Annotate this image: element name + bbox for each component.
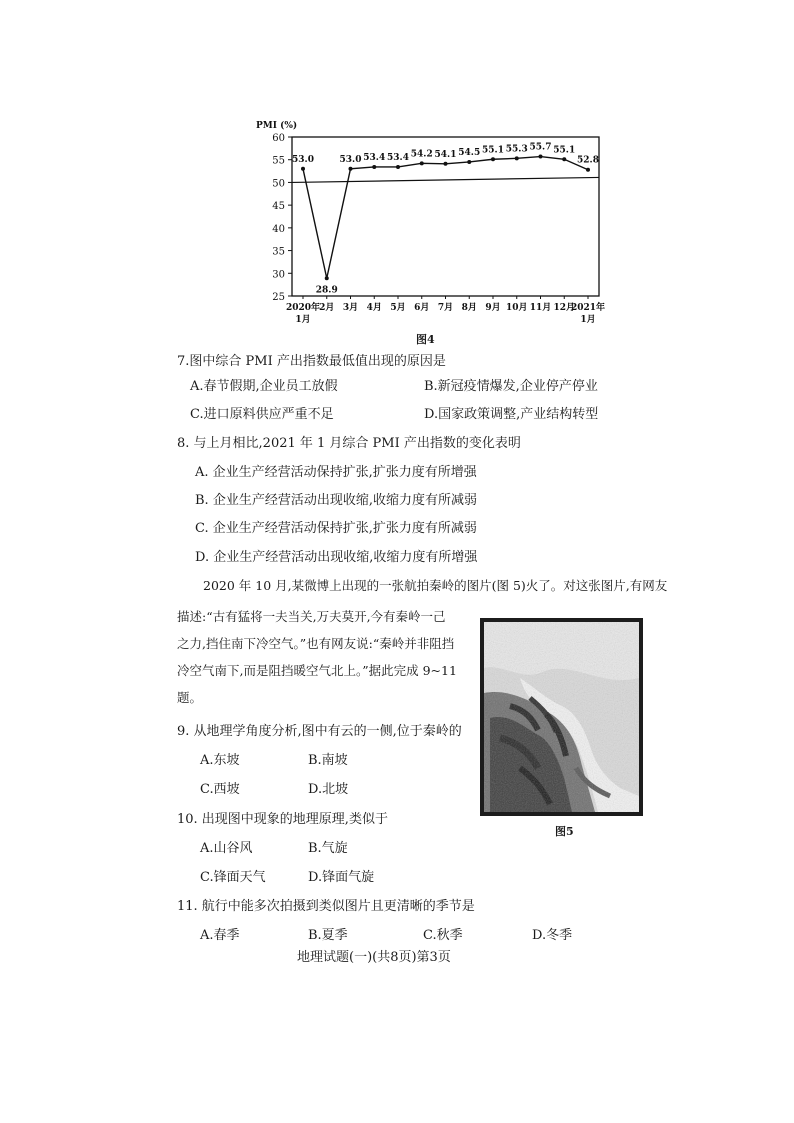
x-tick-label-line2: 1月 — [580, 315, 596, 325]
q8-option-c: C. 企业生产经营活动保持扩张,扩张力度有所减弱 — [195, 521, 477, 536]
pmi-chart-svg — [255, 115, 615, 330]
page-footer: 地理试题(一)(共8页)第3页 — [297, 950, 451, 965]
q9-option-c: C.西坡 — [200, 782, 240, 797]
x-tick-label: 3月 — [342, 303, 359, 313]
data-label: 55.1 — [482, 145, 504, 156]
qinling-aerial-photo — [480, 618, 643, 816]
q7-option-a: A.春节假期,企业员工放假 — [190, 379, 338, 394]
x-tick-label: 4月 — [366, 303, 382, 313]
data-label: 54.2 — [410, 149, 433, 160]
q11-option-d: D.冬季 — [532, 928, 573, 943]
q10-stem: 10. 出现图中现象的地理原理,类似于 — [177, 812, 388, 827]
data-point — [586, 168, 590, 172]
x-tick-label: 12月 — [553, 303, 576, 313]
x-tick-label: 11月 — [529, 303, 552, 313]
data-point — [539, 155, 543, 159]
q10-option-a: A.山谷风 — [200, 841, 253, 856]
q8-option-d: D. 企业生产经营活动出现收缩,收缩力度有所增强 — [195, 550, 478, 565]
data-label: 28.9 — [315, 285, 338, 296]
data-label: 55.7 — [529, 142, 552, 153]
data-point — [325, 276, 329, 280]
data-point — [349, 167, 353, 171]
data-label: 54.5 — [458, 147, 481, 158]
x-tick-label: 5月 — [390, 303, 406, 313]
data-label: 53.0 — [292, 154, 314, 165]
x-tick-label: 6月 — [414, 303, 430, 313]
x-tick-label-line2: 1月 — [295, 315, 311, 325]
q9-option-a: A.东坡 — [200, 753, 240, 768]
data-label: 53.4 — [387, 152, 409, 163]
y-tick-label: 50 — [272, 178, 285, 190]
data-point — [467, 160, 471, 164]
y-axis-label: PMI (%) — [256, 121, 298, 131]
passage-line-3: 之力,挡住南下冷空气。”也有网友说:“秦岭并非阻挡 — [177, 636, 455, 651]
x-tick-label: 10月 — [505, 303, 528, 313]
q10-option-d: D.锋面气旋 — [308, 870, 375, 885]
q11-option-a: A.春季 — [200, 928, 240, 943]
data-label: 55.1 — [553, 145, 576, 156]
q10-option-c: C.锋面天气 — [200, 870, 266, 885]
data-point — [396, 165, 400, 169]
data-point — [515, 156, 519, 160]
y-tick-label: 45 — [272, 201, 285, 213]
y-tick-label: 40 — [272, 223, 285, 235]
data-label: 53.0 — [339, 154, 362, 165]
data-point — [372, 165, 376, 169]
x-tick-label: 7月 — [437, 303, 454, 313]
pmi-chart — [255, 115, 615, 330]
q11-option-c: C.秋季 — [423, 928, 463, 943]
plot-frame — [292, 137, 599, 296]
x-tick-label: 9月 — [485, 303, 501, 313]
q7-option-c: C.进口原料供应严重不足 — [190, 407, 334, 422]
passage-line-5: 题。 — [177, 690, 203, 705]
data-point — [562, 157, 566, 161]
x-tick-label: 2月 — [319, 303, 335, 313]
data-label: 53.4 — [363, 152, 386, 163]
q11-stem: 11. 航行中能多次拍摄到类似图片且更清晰的季节是 — [177, 899, 475, 914]
x-tick-label: 8月 — [461, 303, 477, 313]
q9-option-d: D.北坡 — [308, 782, 349, 797]
data-label: 55.3 — [505, 144, 528, 155]
y-tick-label: 35 — [272, 246, 285, 258]
figure5-caption: 图5 — [555, 825, 574, 838]
y-tick-label: 25 — [272, 292, 285, 303]
q8-option-b: B. 企业生产经营活动出现收缩,收缩力度有所减弱 — [195, 493, 477, 508]
y-tick-label: 60 — [272, 133, 285, 144]
x-tick-label: 2021年 — [570, 303, 606, 313]
q11-option-b: B.夏季 — [308, 928, 348, 943]
data-point — [491, 157, 495, 161]
data-label: 52.8 — [577, 155, 599, 166]
reference-line-50 — [292, 177, 599, 182]
q7-option-b: B.新冠疫情爆发,企业停产停业 — [424, 379, 598, 394]
data-point — [444, 162, 448, 166]
data-label: 54.1 — [434, 149, 457, 160]
q8-stem: 8. 与上月相比,2021 年 1 月综合 PMI 产出指数的变化表明 — [177, 436, 521, 451]
q7-stem: 7.图中综合 PMI 产出指数最低值出现的原因是 — [177, 354, 446, 369]
x-tick-label: 2020年 — [285, 303, 321, 313]
passage-line-2: 描述:“古有猛将一夫当关,万夫莫开,今有秦岭一己 — [177, 609, 446, 624]
figure4-caption: 图4 — [416, 333, 435, 346]
passage-line-4: 冷空气南下,而是阻挡暖空气北上。”据此完成 9~11 — [177, 663, 457, 678]
q9-stem: 9. 从地理学角度分析,图中有云的一侧,位于秦岭的 — [177, 724, 462, 739]
y-tick-label: 30 — [272, 269, 285, 281]
passage-line-1: 2020 年 10 月,某微博上出现的一张航拍秦岭的图片(图 5)火了。对这张图片,有网友 — [203, 578, 668, 593]
q10-option-b: B.气旋 — [308, 841, 348, 856]
data-point — [301, 167, 305, 171]
q7-option-d: D.国家政策调整,产业结构转型 — [424, 407, 599, 422]
data-point — [420, 161, 424, 165]
y-tick-label: 55 — [272, 155, 285, 167]
q8-option-a: A. 企业生产经营活动保持扩张,扩张力度有所增强 — [195, 465, 477, 480]
q9-option-b: B.南坡 — [308, 753, 348, 768]
